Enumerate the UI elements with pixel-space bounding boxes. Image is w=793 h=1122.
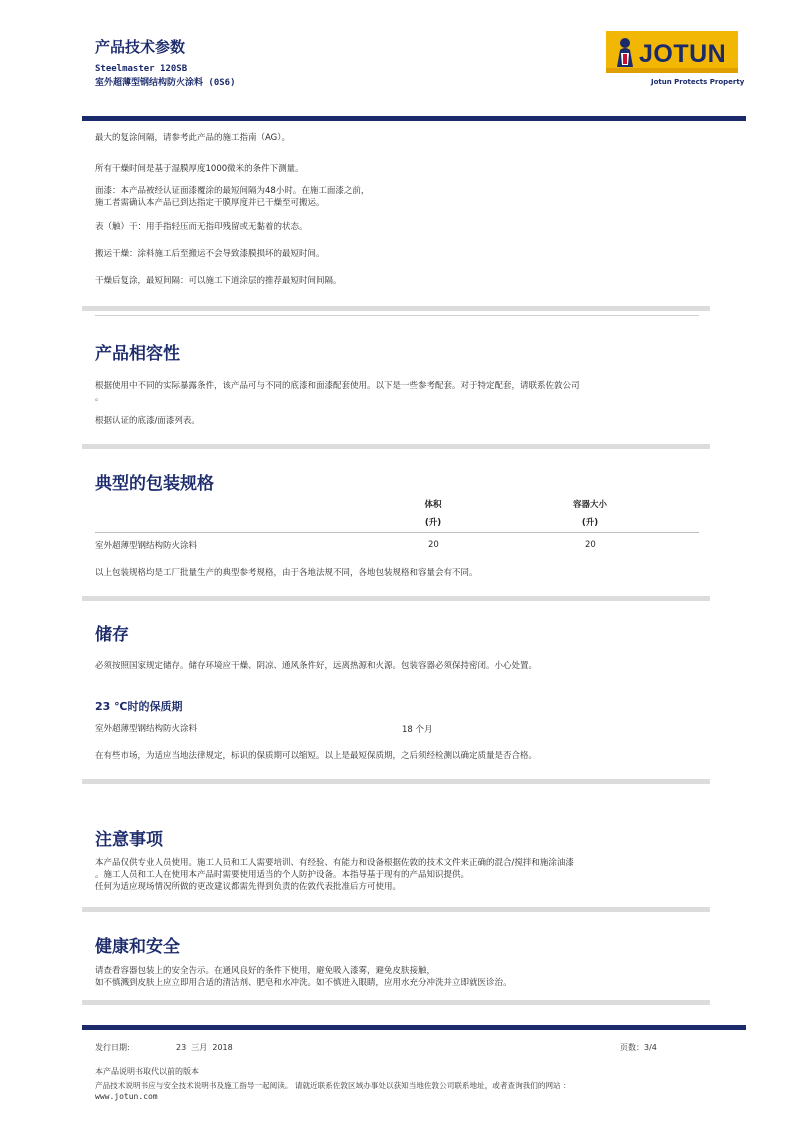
column-header-container-unit: (升) <box>581 518 599 528</box>
brand-tagline: Jotun Protects Property <box>651 78 745 86</box>
health-heading: 健康和安全 <box>95 937 180 957</box>
intro-p6: 干燥后复涂，最短间隔：可以施工下道涂层的推荐最短时间间隔。 <box>95 276 342 286</box>
health-p1: 请查看容器包装上的安全告示。在通风良好的条件下使用，避免吸入漆雾，避免皮肤接触， <box>95 966 436 976</box>
product-code: Steelmaster 120SB <box>95 64 188 74</box>
row-product-name: 室外超薄型钢结构防火涂料 <box>95 541 198 551</box>
storage-p1: 必须按照国家规定储存。储存环境应干燥、阴凉、通风条件好，远离热源和火源。包装容器必须保持密闭。小心处置。 <box>95 661 538 671</box>
compatibility-p1b: 。 <box>95 393 104 403</box>
intro-p2: 所有干燥时间是基于湿膜厚度1000微米的条件下测量。 <box>95 164 304 174</box>
product-name: 室外超薄型钢结构防火涂料 (0S6) <box>95 78 236 88</box>
storage-p2: 在有些市场，为适应当地法律规定，标识的保质期可以缩短。以上是最短保质期，之后须经检测以确定质量是否合格。 <box>95 751 538 761</box>
logo-wordmark: JOTUN <box>639 40 727 68</box>
intro-p1: 最大的复涂间隔，请参考此产品的施工指南（AG）。 <box>95 133 291 143</box>
section-divider-thin <box>95 315 699 316</box>
column-header-volume: 体积 <box>424 500 442 510</box>
row-volume: 20 <box>428 540 439 550</box>
storage-heading: 储存 <box>95 625 129 645</box>
intro-p3b: 施工者需确认本产品已到达指定干膜厚度并已干燥至可搬运。 <box>95 198 325 208</box>
packaging-heading: 典型的包装规格 <box>95 474 214 494</box>
section-divider <box>82 596 710 601</box>
packaging-note: 以上包装规格均是工厂批量生产的典型参考规格，由于各地法规不同，各地包装规格和容量会有不同。 <box>95 568 478 578</box>
jotun-logo <box>606 31 738 73</box>
page-number: 页数：3/4 <box>620 1043 657 1052</box>
compatibility-p1a: 根据使用中不同的实际暴露条件，该产品可与不同的底漆和面漆配套使用。以下是一些参考配套。对于特定配套，请联系佐敦公司 <box>95 381 580 391</box>
caution-heading: 注意事项 <box>95 830 163 850</box>
column-header-volume-unit: (升) <box>424 518 442 528</box>
caution-p2: 。施工人员和工人在使用本产品时需要使用适当的个人防护设备。本指导基于现有的产品知识提供。 <box>95 870 470 880</box>
intro-p3a: 面漆：本产品被经认证面漆覆涂的最短间隔为48小时。在施工面漆之前， <box>95 186 370 196</box>
health-p2: 如不慎溅到皮肤上应立即用合适的清洁剂、肥皂和水冲洗。如不慎进入眼睛，应用水充分冲洗并立即就医诊治。 <box>95 978 512 988</box>
section-divider <box>82 1000 710 1005</box>
header-rule <box>82 116 746 121</box>
column-header-container: 容器大小 <box>572 500 607 510</box>
shelf-life-product: 室外超薄型钢结构防火涂料 <box>95 724 198 734</box>
row-container: 20 <box>585 540 596 550</box>
shelf-life-heading: 23 ℃时的保质期 <box>95 700 183 713</box>
footer-rule <box>82 1025 746 1030</box>
footer-note-2: 产品技术说明书应与安全技术说明书及施工指导一起阅读。 请就近联系佐敦区域办事处以获知当地佐敦公司联系地址，或者查询我们的网站 ： <box>95 1081 571 1090</box>
caution-p3: 任何为适应现场情况所做的更改建议都需先得到负责的佐敦代表批准后方可使用。 <box>95 882 402 892</box>
document-title: 产品技术参数 <box>95 38 186 56</box>
issue-date-label: 发行日期: <box>95 1043 130 1052</box>
intro-p4: 表（触）干：用手指轻压而无指印残留或无黏着的状态。 <box>95 222 308 232</box>
compatibility-p2: 根据认证的底漆/面漆列表。 <box>95 416 200 426</box>
table-header-rule <box>95 532 699 533</box>
compatibility-heading: 产品相容性 <box>95 344 180 364</box>
intro-p5: 搬运干燥：涂料施工后至搬运不会导致漆膜损坏的最短时间。 <box>95 249 325 259</box>
section-divider <box>82 779 710 784</box>
section-divider <box>82 306 710 311</box>
footer-website-link[interactable]: www.jotun.com <box>95 1092 158 1101</box>
caution-p1: 本产品仅供专业人员使用。施工人员和工人需要培训、有经验、有能力和设备根据佐敦的技术文件来正确的混合/搅拌和施涂油漆 <box>95 858 574 868</box>
footer-note-1: 本产品说明书取代以前的版本 <box>95 1067 199 1076</box>
shelf-life-value: 18 个月 <box>402 725 433 735</box>
section-divider <box>82 444 710 449</box>
section-divider <box>82 907 710 912</box>
issue-date: 23 三月 2018 <box>176 1043 233 1052</box>
